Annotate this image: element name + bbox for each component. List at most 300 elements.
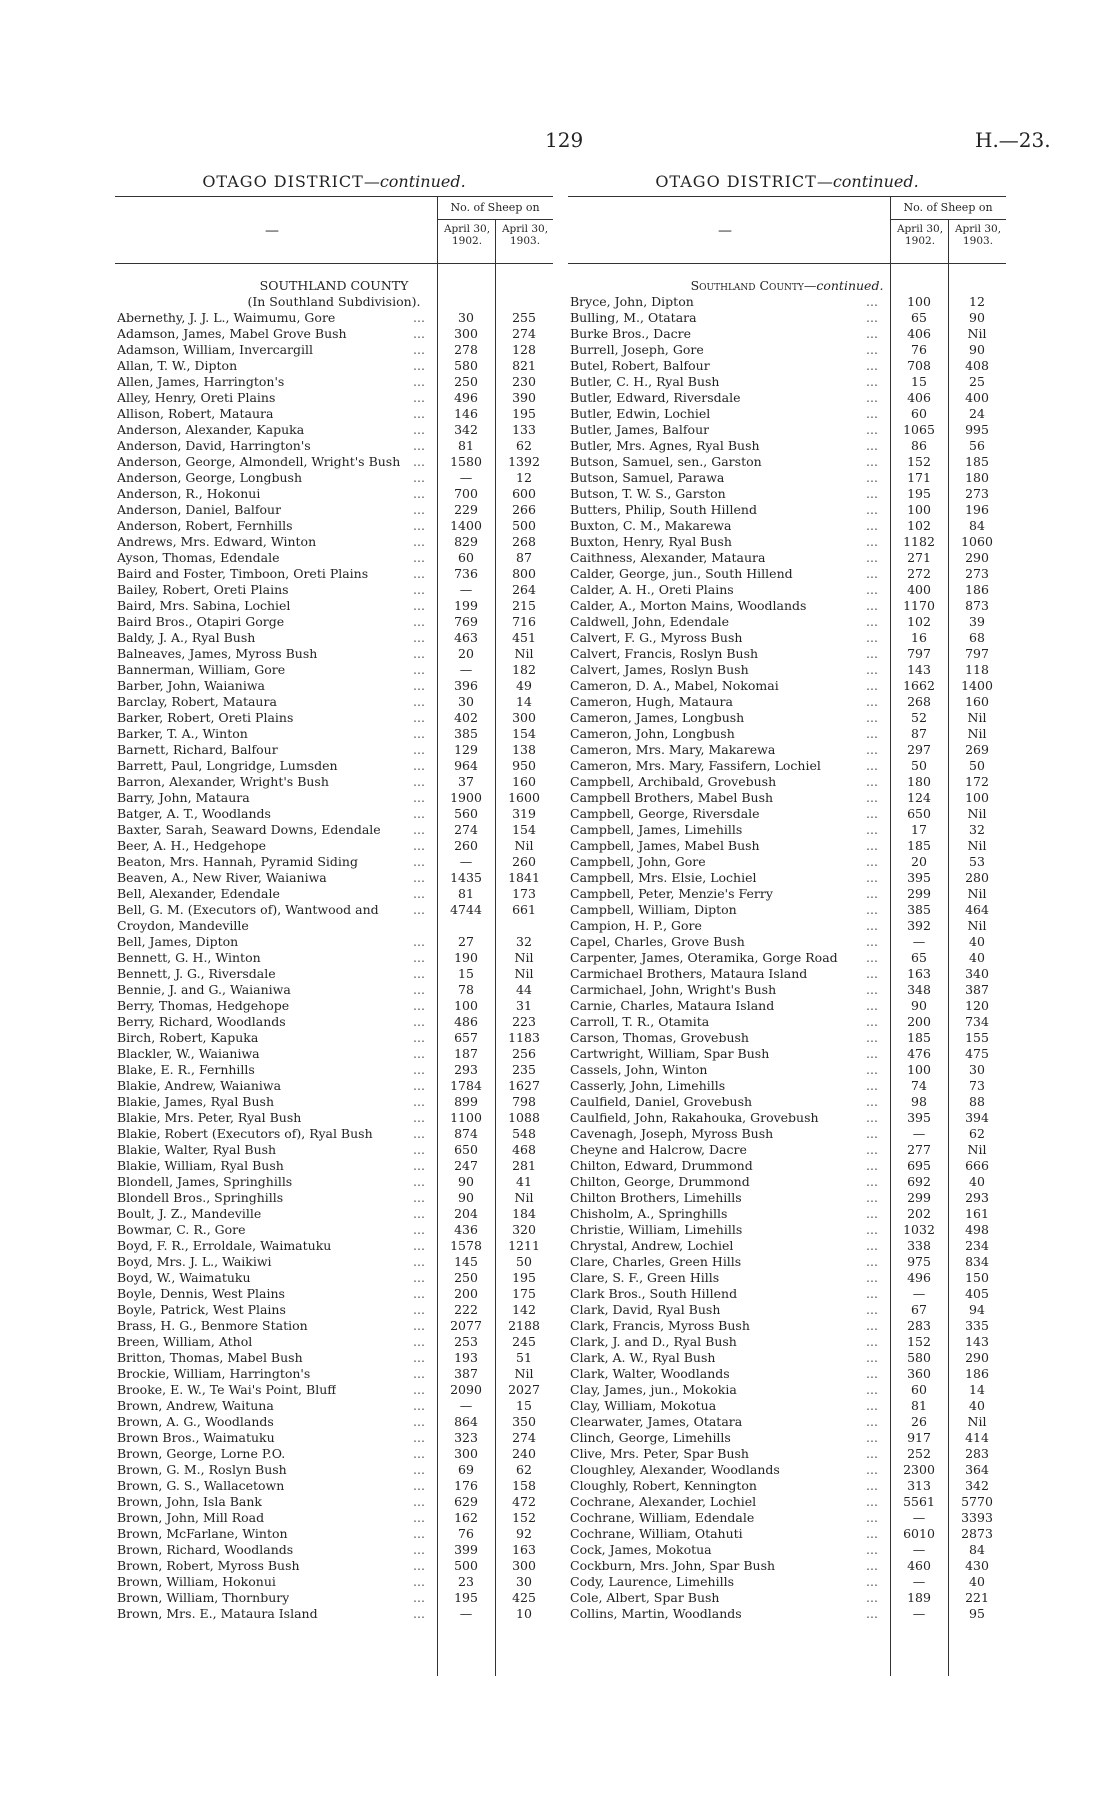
owner-name: Cartwright, William, Spar Bush: [570, 1046, 770, 1061]
table-row: [568, 710, 1006, 726]
sheep-1903: 90: [969, 342, 985, 357]
sheep-1903: 118: [965, 662, 989, 677]
sheep-1902: 300: [454, 1446, 478, 1461]
sheep-1902: —: [912, 1574, 926, 1589]
leader-dots: ...: [866, 310, 878, 325]
sheep-1903: 14: [969, 1382, 985, 1397]
sheep-1903: 1088: [508, 1110, 540, 1125]
sheep-1902: 100: [907, 294, 931, 309]
owner-name: Brown, Richard, Woodlands: [117, 1542, 294, 1557]
owner-name: Campion, H. P., Gore: [570, 918, 702, 933]
table-row: [115, 1190, 553, 1206]
leader-dots: ...: [866, 1190, 878, 1205]
sheep-1902: 650: [454, 1142, 478, 1157]
table-row: [568, 358, 1006, 374]
owner-name: Brown, G. S., Wallacetown: [117, 1478, 285, 1493]
sheep-1902: 81: [458, 886, 474, 901]
sheep-1903: 39: [969, 614, 985, 629]
leader-dots: ...: [866, 1142, 878, 1157]
sheep-1902: 360: [907, 1366, 931, 1381]
leader-dots: ...: [866, 1174, 878, 1189]
sheep-1902: 76: [911, 342, 927, 357]
leader-dots: ...: [413, 694, 425, 709]
leader-dots: ...: [866, 1094, 878, 1109]
owner-name: Cameron, D. A., Mabel, Nokomai: [570, 678, 779, 693]
leader-dots: ...: [866, 1110, 878, 1125]
leader-dots: ...: [866, 694, 878, 709]
owner-name: Butler, James, Balfour: [570, 422, 710, 437]
sheep-1903: 161: [965, 1206, 989, 1221]
table-row: [115, 1142, 553, 1158]
table-row: [568, 1222, 1006, 1238]
table-row: [115, 1158, 553, 1174]
owner-name: Brown, Andrew, Waituna: [117, 1398, 274, 1413]
owner-name: Campbell, James, Limehills: [570, 822, 743, 837]
owner-name: Clare, Charles, Green Hills: [570, 1254, 742, 1269]
sheep-1902: 76: [458, 1526, 474, 1541]
sheep-1903: 73: [969, 1078, 985, 1093]
county-heading: Southland County—continued.: [690, 278, 884, 293]
sheep-1903: Nil: [967, 326, 987, 341]
table-row: [115, 886, 553, 902]
sheep-1902: 78: [458, 982, 474, 997]
sheep-1902: 700: [454, 486, 478, 501]
owner-name: Buxton, C. M., Makarewa: [570, 518, 732, 533]
sheep-1903: 25: [969, 374, 985, 389]
owner-name: Bulling, M., Otatara: [570, 310, 697, 325]
sheep-1902: 252: [907, 1446, 931, 1461]
owner-name: Anderson, R., Hokonui: [117, 486, 261, 501]
sheep-1903: 40: [969, 1174, 985, 1189]
owner-name: Beaven, A., New River, Waianiwa: [117, 870, 327, 885]
table-row: [568, 1382, 1006, 1398]
sheep-1903: 186: [965, 582, 989, 597]
table-row: [115, 582, 553, 598]
table-row: [115, 854, 553, 870]
sheep-1902: 400: [907, 582, 931, 597]
leader-dots: ...: [413, 886, 425, 901]
sheep-1902: 100: [907, 502, 931, 517]
sheep-1902: 65: [911, 950, 927, 965]
table-row: [568, 1590, 1006, 1606]
sheep-1902: 899: [454, 1094, 478, 1109]
owner-name: Barnett, Richard, Balfour: [117, 742, 278, 757]
sheep-1902: 460: [907, 1558, 931, 1573]
owner-name: Calder, A. H., Oreti Plains: [570, 582, 734, 597]
owner-name: Bell, James, Dipton: [117, 934, 239, 949]
sheep-1903: 182: [512, 662, 536, 677]
sheep-1902: 338: [907, 1238, 931, 1253]
sheep-1902: 37: [458, 774, 474, 789]
sheep-1902: 20: [458, 646, 474, 661]
owner-name: Butson, Samuel, sen., Garston: [570, 454, 762, 469]
sheep-1902: 293: [454, 1062, 478, 1077]
sheep-1902: 299: [907, 1190, 931, 1205]
owner-name: Campbell, Mrs. Elsie, Lochiel: [570, 870, 757, 885]
sheep-1902: 65: [911, 310, 927, 325]
table-row: [568, 838, 1006, 854]
sheep-1902: 6010: [903, 1526, 935, 1541]
leader-dots: ...: [866, 1350, 878, 1365]
leader-dots: ...: [413, 1110, 425, 1125]
sheep-1903: 498: [965, 1222, 989, 1237]
table-row: [568, 1206, 1006, 1222]
sheep-1902: 74: [911, 1078, 927, 1093]
owner-name: Cameron, Hugh, Mataura: [570, 694, 733, 709]
owner-name: Cameron, James, Longbush: [570, 710, 745, 725]
sheep-1903: 335: [965, 1318, 989, 1333]
table-row: [115, 1126, 553, 1142]
leader-dots: ...: [413, 1606, 425, 1621]
owner-name: Carnie, Charles, Mataura Island: [570, 998, 775, 1013]
leader-dots: ...: [866, 982, 878, 997]
owner-name: Berry, Thomas, Hedgehope: [117, 998, 290, 1013]
leader-dots: ...: [866, 1046, 878, 1061]
owner-name: Clark, Walter, Woodlands: [570, 1366, 730, 1381]
sheep-1903: Nil: [514, 950, 534, 965]
owner-name: Cheyne and Halcrow, Dacre: [570, 1142, 747, 1157]
owner-name: Carson, Thomas, Grovebush: [570, 1030, 749, 1045]
owner-name: Campbell, Peter, Menzie's Ferry: [570, 886, 773, 901]
table-row: [115, 694, 553, 710]
table-row: [115, 662, 553, 678]
sheep-1903: 293: [965, 1190, 989, 1205]
leader-dots: ...: [413, 1510, 425, 1525]
sheep-1903: 62: [516, 1462, 532, 1477]
sheep-1902: 299: [907, 886, 931, 901]
table-row: [115, 1270, 553, 1286]
leader-dots: ...: [413, 1430, 425, 1445]
sheep-1903: 138: [512, 742, 536, 757]
leader-dots: ...: [866, 1462, 878, 1477]
table-row: [115, 1478, 553, 1494]
owner-name: Butson, T. W. S., Garston: [570, 486, 726, 501]
sheep-1902: 496: [907, 1270, 931, 1285]
owner-name: Butel, Robert, Balfour: [570, 358, 710, 373]
sheep-1902: 152: [907, 1334, 931, 1349]
owner-name: Cody, Laurence, Limehills: [570, 1574, 735, 1589]
sheep-1902: 283: [907, 1318, 931, 1333]
sheep-1903: 280: [965, 870, 989, 885]
leader-dots: ...: [413, 1254, 425, 1269]
table-row: [568, 1158, 1006, 1174]
sheep-1902: 185: [907, 1030, 931, 1045]
leader-dots: ...: [413, 710, 425, 725]
sheep-1903: 50: [516, 1254, 532, 1269]
table-row: [115, 902, 553, 918]
table-row: [568, 1270, 1006, 1286]
header-group: No. of Sheep on: [450, 201, 540, 214]
leader-dots: ...: [413, 870, 425, 885]
owner-name: Clark, A. W., Ryal Bush: [570, 1350, 716, 1365]
owner-name: Anderson, Robert, Fernhills: [117, 518, 293, 533]
sheep-1903: 264: [512, 582, 536, 597]
owner-name: Brockie, William, Harrington's: [117, 1366, 311, 1381]
sheep-1902: 708: [907, 358, 931, 373]
sheep-1903: 15: [516, 1398, 532, 1413]
leader-dots: ...: [413, 758, 425, 773]
sheep-1902: 829: [454, 534, 478, 549]
sheep-1902: 395: [907, 870, 931, 885]
table-row: [568, 294, 1006, 310]
sheep-1902: 222: [454, 1302, 478, 1317]
leader-dots: ...: [866, 1126, 878, 1141]
sheep-1902: —: [459, 1398, 473, 1413]
table-row: [568, 1478, 1006, 1494]
sheep-1902: 190: [454, 950, 478, 965]
leader-dots: ...: [413, 1574, 425, 1589]
sheep-1903: 184: [512, 1206, 536, 1221]
table-row: [115, 646, 553, 662]
owner-name: Butler, C. H., Ryal Bush: [570, 374, 720, 389]
table-row: [568, 982, 1006, 998]
leader-dots: ...: [866, 1478, 878, 1493]
sheep-1903: 195: [512, 1270, 536, 1285]
sheep-1903: 92: [516, 1526, 532, 1541]
table-row: [115, 1334, 553, 1350]
sheep-1903: 160: [965, 694, 989, 709]
leader-dots: ...: [413, 1126, 425, 1141]
table-row: [115, 806, 553, 822]
sheep-1902: 27: [458, 934, 474, 949]
leader-dots: ...: [413, 1078, 425, 1093]
leader-dots: ...: [413, 1382, 425, 1397]
sheep-1903: 31: [516, 998, 532, 1013]
sheep-1902: 193: [454, 1350, 478, 1365]
leader-dots: ...: [866, 774, 878, 789]
sheep-1902: 1400: [450, 518, 482, 533]
leader-dots: ...: [866, 294, 878, 309]
owner-name: Brown, John, Mill Road: [117, 1510, 265, 1525]
table-row: [115, 1510, 553, 1526]
sheep-1902: 143: [907, 662, 931, 677]
sheep-1903: 387: [965, 982, 989, 997]
table-row: [568, 1526, 1006, 1542]
table-row: [115, 918, 553, 934]
sheep-1903: 44: [516, 982, 532, 997]
sheep-1902: 100: [454, 998, 478, 1013]
sheep-1902: 171: [907, 470, 931, 485]
sheep-1902: 260: [454, 838, 478, 853]
owner-name: Burrell, Joseph, Gore: [570, 342, 704, 357]
sheep-1903: Nil: [967, 886, 987, 901]
table-row: [115, 310, 553, 326]
sheep-1902: 797: [907, 646, 931, 661]
sheep-1903: Nil: [967, 710, 987, 725]
leader-dots: ...: [866, 1014, 878, 1029]
table-row: [568, 1542, 1006, 1558]
leader-dots: ...: [413, 518, 425, 533]
table-row: [568, 422, 1006, 438]
table-row: [115, 934, 553, 950]
table-row: [115, 1366, 553, 1382]
sheep-1903: 163: [512, 1542, 536, 1557]
leader-dots: ...: [866, 790, 878, 805]
leader-dots: ...: [413, 742, 425, 757]
table-row: [568, 742, 1006, 758]
table-row: [115, 1494, 553, 1510]
owner-name: Brown, G. M., Roslyn Bush: [117, 1462, 287, 1477]
table-row: [115, 1558, 553, 1574]
sheep-1902: 90: [458, 1174, 474, 1189]
sheep-1902: 81: [911, 1398, 927, 1413]
header-dash: —: [718, 223, 732, 239]
sheep-1903: 350: [512, 1414, 536, 1429]
leader-dots: ...: [413, 1014, 425, 1029]
sheep-1903: 600: [512, 486, 536, 501]
table-row: [115, 742, 553, 758]
leader-dots: ...: [866, 918, 878, 933]
sheep-1903: 2188: [508, 1318, 540, 1333]
leader-dots: ...: [413, 1494, 425, 1509]
sheep-1902: —: [459, 582, 473, 597]
owner-name: Capel, Charles, Grove Bush: [570, 934, 745, 949]
owner-name: Chrystal, Andrew, Lochiel: [570, 1238, 734, 1253]
owner-name: Blakie, William, Ryal Bush: [117, 1158, 284, 1173]
sheep-1902: 204: [454, 1206, 478, 1221]
sheep-1902: —: [912, 934, 926, 949]
owner-name: Caulfield, Daniel, Grovebush: [570, 1094, 753, 1109]
owner-name: Cameron, Mrs. Mary, Fassifern, Lochiel: [570, 758, 821, 773]
table-row: [568, 790, 1006, 806]
sheep-1902: 15: [911, 374, 927, 389]
sheep-1902: 392: [907, 918, 931, 933]
leader-dots: ...: [866, 1606, 878, 1621]
sheep-1903: 14: [516, 694, 532, 709]
leader-dots: ...: [866, 1558, 878, 1573]
owner-name: Blakie, Robert (Executors of), Ryal Bush: [117, 1126, 373, 1141]
sheep-1903: 256: [512, 1046, 536, 1061]
owner-name: Blondell, James, Springhills: [117, 1174, 293, 1189]
sheep-1902: —: [459, 662, 473, 677]
sheep-1902: 1578: [450, 1238, 482, 1253]
owner-name: Campbell, George, Riversdale: [570, 806, 760, 821]
leader-dots: ...: [866, 822, 878, 837]
sheep-1903: 319: [512, 806, 536, 821]
owner-name: Brown, A. G., Woodlands: [117, 1414, 274, 1429]
sheep-1903: 154: [512, 822, 536, 837]
header-col1: April 30, 1902.: [896, 223, 944, 247]
leader-dots: ...: [866, 390, 878, 405]
owner-name: Barker, Robert, Oreti Plains: [117, 710, 294, 725]
sheep-1903: 834: [965, 1254, 989, 1269]
table-row: [568, 374, 1006, 390]
sheep-1903: 10: [516, 1606, 532, 1621]
owner-name: Christie, William, Limehills: [570, 1222, 743, 1237]
sheep-1903: 32: [516, 934, 532, 949]
table-row: [115, 870, 553, 886]
sheep-1903: 56: [969, 438, 985, 453]
table-row: [115, 966, 553, 982]
sheep-1903: 49: [516, 678, 532, 693]
table-row: [568, 502, 1006, 518]
table-row: [115, 838, 553, 854]
owner-name: Calder, A., Morton Mains, Woodlands: [570, 598, 807, 613]
leader-dots: ...: [866, 1542, 878, 1557]
table-row: [568, 822, 1006, 838]
leader-dots: ...: [866, 1302, 878, 1317]
table-row: [115, 1286, 553, 1302]
leader-dots: ...: [866, 582, 878, 597]
sheep-1902: 323: [454, 1430, 478, 1445]
leader-dots: ...: [413, 630, 425, 645]
sheep-1903: Nil: [967, 838, 987, 853]
sheep-1903: 390: [512, 390, 536, 405]
sheep-1902: 250: [454, 1270, 478, 1285]
table-row: [115, 422, 553, 438]
sheep-1902: 496: [454, 390, 478, 405]
leader-dots: ...: [866, 998, 878, 1013]
sheep-1903: 661: [512, 902, 536, 917]
sheep-1902: 180: [907, 774, 931, 789]
table-row: [568, 1126, 1006, 1142]
table-row: [568, 1462, 1006, 1478]
leader-dots: ...: [413, 1558, 425, 1573]
owner-name: Blackler, W., Waianiwa: [117, 1046, 260, 1061]
sheep-1903: 405: [965, 1286, 989, 1301]
owner-name: Cavenagh, Joseph, Myross Bush: [570, 1126, 774, 1141]
sheep-1903: 51: [516, 1350, 532, 1365]
owner-name: Boyle, Dennis, West Plains: [117, 1286, 285, 1301]
sheep-1902: 98: [911, 1094, 927, 1109]
leader-dots: ...: [413, 902, 425, 917]
owner-name: Butson, Samuel, Parawa: [570, 470, 725, 485]
owner-name: Brown Bros., Waimatuku: [117, 1430, 275, 1445]
sheep-1903: 1060: [961, 534, 993, 549]
leader-dots: ...: [413, 1366, 425, 1381]
owner-name: Clark, Francis, Myross Bush: [570, 1318, 750, 1333]
owner-name: Butler, Edward, Riversdale: [570, 390, 741, 405]
owner-name: Beaton, Mrs. Hannah, Pyramid Siding: [117, 854, 358, 869]
sheep-1903: 40: [969, 1574, 985, 1589]
sheep-1903: 283: [965, 1446, 989, 1461]
sheep-1902: 87: [911, 726, 927, 741]
sheep-1903: 12: [516, 470, 532, 485]
owner-name: Cockburn, Mrs. John, Spar Bush: [570, 1558, 776, 1573]
sheep-1903: 274: [512, 326, 536, 341]
table-row: [568, 1510, 1006, 1526]
leader-dots: ...: [413, 1590, 425, 1605]
table-row: [568, 966, 1006, 982]
table-row: [115, 1030, 553, 1046]
sheep-1902: 16: [911, 630, 927, 645]
sheep-1903: 235: [512, 1062, 536, 1077]
sheep-1902: 162: [454, 1510, 478, 1525]
leader-dots: ...: [866, 358, 878, 373]
owner-name: Butler, Mrs. Agnes, Ryal Bush: [570, 438, 760, 453]
table-row: [115, 1318, 553, 1334]
table-row: [568, 1110, 1006, 1126]
sheep-1902: 163: [907, 966, 931, 981]
owner-name: Calvert, Francis, Roslyn Bush: [570, 646, 759, 661]
leader-dots: ...: [866, 438, 878, 453]
owner-name: Brass, H. G., Benmore Station: [117, 1318, 308, 1333]
owner-name: Boult, J. Z., Mandeville: [117, 1206, 262, 1221]
sheep-1902: 1580: [450, 454, 482, 469]
leader-dots: ...: [866, 406, 878, 421]
owner-name: Brown, McFarlane, Winton: [117, 1526, 288, 1541]
table-row: [115, 342, 553, 358]
leader-dots: ...: [866, 966, 878, 981]
sheep-1902: 277: [907, 1142, 931, 1157]
sheep-1903: 32: [969, 822, 985, 837]
header-dash: —: [265, 223, 279, 239]
district-title: OTAGO DISTRICT—continued.: [202, 172, 466, 191]
right-rows: [568, 278, 1006, 1622]
leader-dots: ...: [866, 630, 878, 645]
sheep-1902: 195: [907, 486, 931, 501]
table-row: [568, 950, 1006, 966]
